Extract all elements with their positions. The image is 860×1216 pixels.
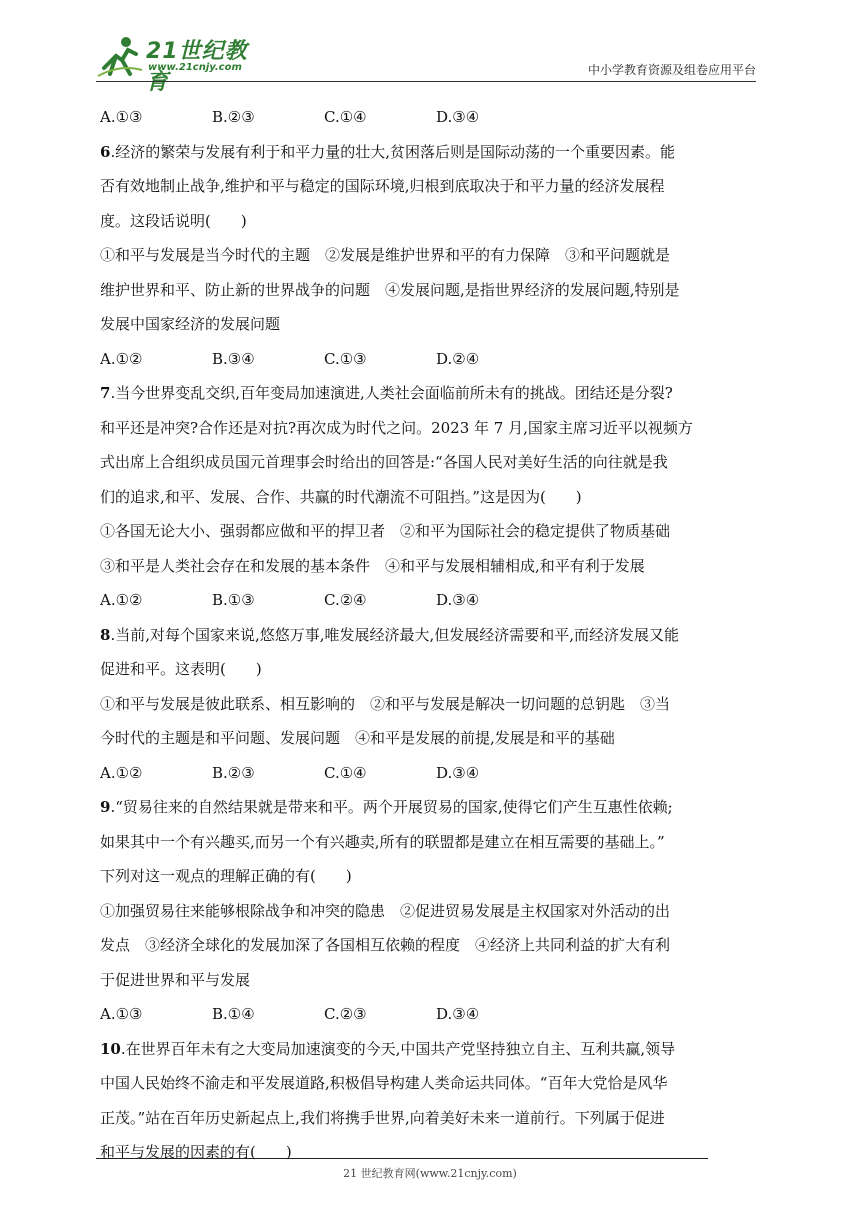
q8-statement-line: 今时代的主题是和平问题、发展问题 ④和平是发展的前提,发展是和平的基础 [100, 729, 615, 747]
q7-stem-line [100, 376, 762, 411]
q9-number: 9 [100, 798, 111, 816]
platform-name: 中小学教育资源及组卷应用平台 [587, 63, 756, 77]
q8-option-a: A.①② [100, 763, 143, 782]
runner-logo-icon [96, 34, 144, 78]
q7-statement-line: ③和平是人类社会存在和发展的基本条件 ④和平与发展相辅相成,和平有利于发展 [100, 556, 645, 575]
q8-stem-line: 促进和平。这表明( ) [100, 660, 262, 678]
q6-option-a: A.①② [100, 349, 143, 368]
q5-option-a: A.①③ [100, 108, 143, 126]
q6-option-d: D.②④ [436, 349, 480, 368]
q6-stem-line [100, 135, 762, 170]
q7-stem-text: .当今世界变乱交织,百年变局加速演进,人类社会面临前所未有的挑战。团结还是分裂? [110, 384, 673, 402]
q8-stem-line [100, 618, 762, 653]
q9-stem-text: .“贸易往来的自然结果就是带来和平。两个开展贸易的国家,使得它们产生互惠性依赖; [110, 798, 673, 816]
q9-options [100, 997, 762, 1032]
q9-stem-line: 下列对这一观点的理解正确的有( ) [100, 867, 352, 885]
q7-stem-line: 和平还是冲突?合作还是对抗?再次成为时代之问。2023 年 7 月,国家主席习近平以视频方 [100, 418, 693, 437]
q9-stem-line [100, 790, 762, 825]
header-divider [96, 81, 756, 82]
q8-number: 8 [100, 625, 111, 644]
q8-option-d: D.③④ [436, 763, 480, 782]
q8-statement-line: ①和平与发展是彼此联系、相互影响的 ②和平与发展是解决一切问题的总钥匙 ③当 [100, 694, 671, 713]
logo-url: www.21cnjy.com [148, 62, 242, 73]
q5-option-b: B.②③ [212, 108, 255, 126]
q6-statement-line: 维护世界和平、防止新的世界战争的问题 ④发展问题,是指世界经济的发展问题,特别是 [100, 280, 680, 299]
q10-stem-line: 和平与发展的因素的有( ) [100, 1143, 292, 1161]
q7-stem-line: 式出席上合组织成员国元首理事会时给出的回答是:“各国人民对美好生活的向往就是我 [100, 453, 668, 471]
q8-options [100, 756, 762, 791]
q6-stem-line: 否有效地制止战争,维护和平与稳定的国际环境,归根到底取决于和平力量的经济发展程 [100, 177, 665, 195]
q7-option-a: A.①② [100, 591, 143, 609]
q7-options [100, 583, 762, 618]
q5-option-c: C.①④ [324, 108, 367, 126]
q9-stem-line: 如果其中一个有兴趣买,而另一个有兴趣卖,所有的联盟都是建立在相互需要的基础上。” [100, 832, 665, 851]
q8-option-b: B.②③ [212, 763, 255, 782]
q9-statement-line: 发点 ③经济全球化的发展加深了各国相互依赖的程度 ④经济上共同利益的扩大有利 [100, 936, 671, 954]
q10-number: 10 [100, 1039, 121, 1058]
question-content [100, 100, 762, 1170]
q8-stem-text: .当前,对每个国家来说,悠悠万事,唯发展经济最大,但发展经济需要和平,而经济发展又能 [110, 625, 680, 644]
q7-statement-line: ①各国无论大小、强弱都应做和平的捍卫者 ②和平为国际社会的稳定提供了物质基础 [100, 522, 671, 540]
q9-statement-line: ①加强贸易往来能够根除战争和冲突的隐患 ②促进贸易发展是主权国家对外活动的出 [100, 901, 671, 920]
footer-divider [96, 1158, 708, 1159]
page-header [96, 30, 756, 95]
q10-stem-line [100, 1032, 762, 1067]
q9-option-a: A.①③ [100, 1005, 143, 1023]
q6-stem-text: .经济的繁荣与发展有利于和平力量的壮大,贫困落后则是国际动荡的一个重要因素。能 [110, 142, 675, 161]
logo-text: 21世纪教育 [146, 39, 248, 95]
q7-number: 7 [100, 384, 111, 402]
site-logo[interactable] [96, 30, 266, 95]
q9-option-b: B.①④ [212, 1005, 255, 1023]
q8-option-c: C.①④ [324, 763, 367, 782]
q6-options [100, 342, 762, 377]
page-footer[interactable]: 21 世纪教育网(www.21cnjy.com) [343, 1167, 517, 1180]
q6-statement-line: 发展中国家经济的发展问题 [100, 315, 281, 333]
q6-number: 6 [100, 142, 111, 161]
q6-option-c: C.①③ [324, 349, 367, 368]
q6-stem-line: 度。这段话说明( ) [100, 211, 247, 230]
q9-statement-line: 于促进世界和平与发展 [100, 970, 251, 989]
q9-option-d: D.③④ [436, 1005, 480, 1023]
q6-statement-line: ①和平与发展是当今时代的主题 ②发展是维护世界和平的有力保障 ③和平问题就是 [100, 246, 671, 264]
q5-options [100, 100, 762, 135]
q10-stem-line: 正茂。”站在百年历史新起点上,我们将携手世界,向着美好未来一道前行。下列属于促进 [100, 1108, 665, 1127]
q7-option-d: D.③④ [436, 591, 480, 609]
q5-option-d: D.③④ [436, 108, 480, 126]
q10-stem-text: .在世界百年未有之大变局加速演变的今天,中国共产党坚持独立自主、互利共赢,领导 [120, 1039, 676, 1058]
q7-option-c: C.②④ [324, 591, 367, 609]
q6-option-b: B.③④ [212, 349, 255, 368]
q7-option-b: B.①③ [212, 591, 255, 609]
q7-stem-line: 们的追求,和平、发展、合作、共赢的时代潮流不可阻挡。”这是因为( ) [100, 487, 582, 506]
q10-stem-line: 中国人民始终不渝走和平发展道路,积极倡导构建人类命运共同体。“百年大党恰是风华 [100, 1074, 668, 1092]
q9-option-c: C.②③ [324, 1005, 367, 1023]
